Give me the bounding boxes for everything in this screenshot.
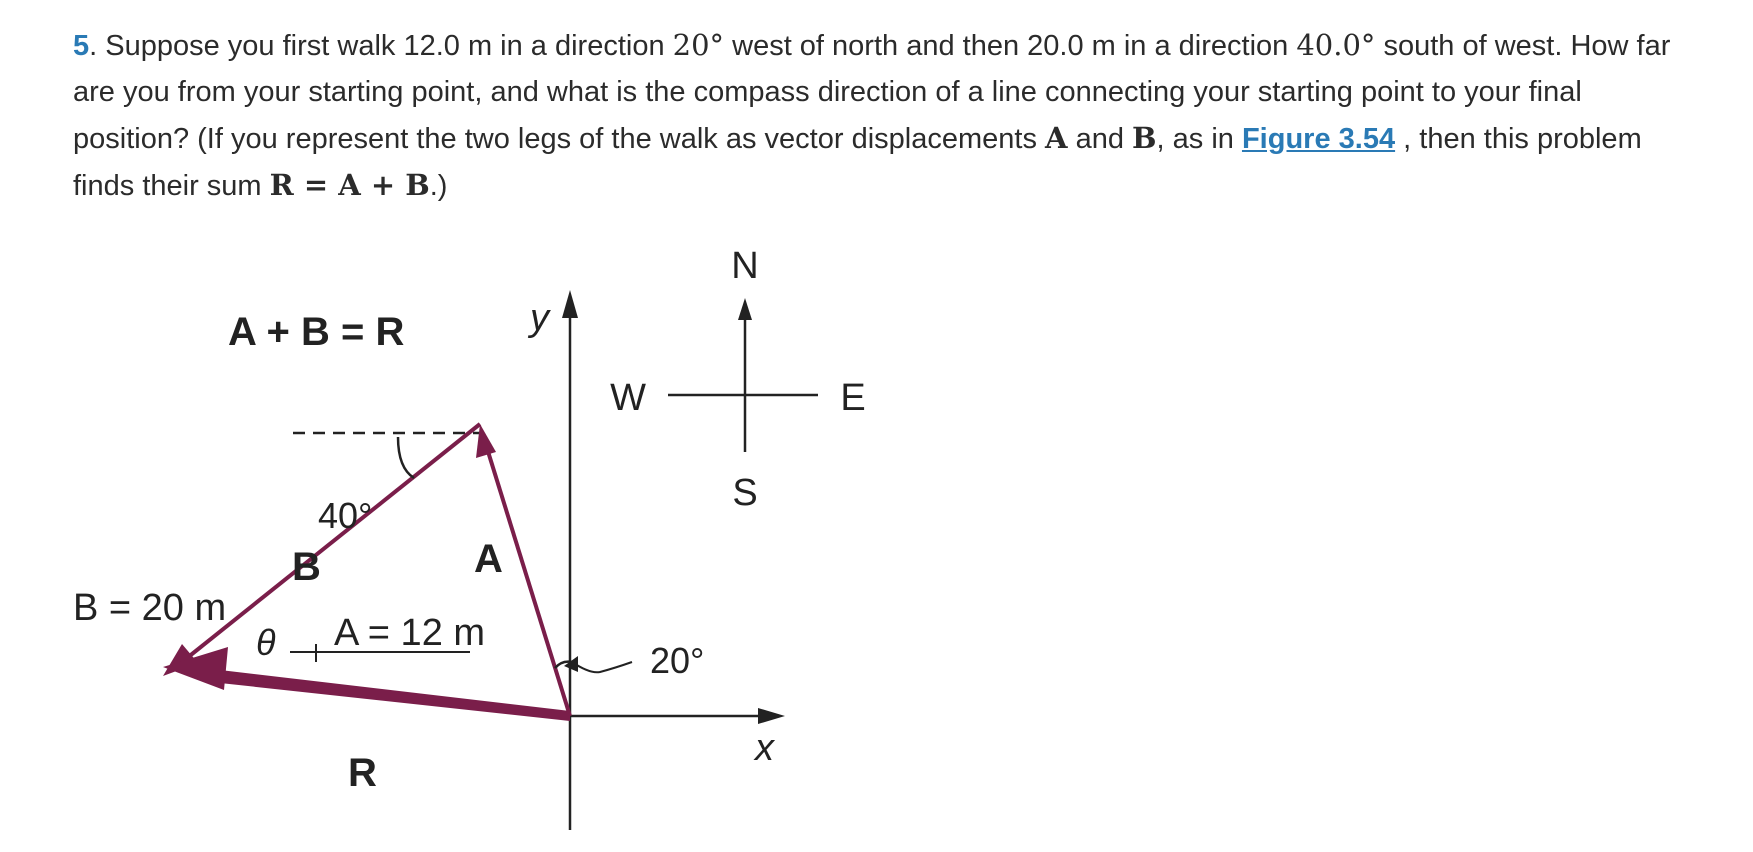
as-in-text: , as in [1156, 123, 1242, 155]
b-magnitude-label: B = 20 m [73, 587, 227, 629]
y-axis-label: y [530, 297, 549, 339]
compass-west-label: W [610, 377, 646, 419]
angle-20-label: 20° [650, 640, 705, 681]
figure-link[interactable]: Figure 3.54 [1241, 123, 1396, 155]
compass-south-label: S [732, 472, 758, 514]
vector-a-inline: A [1045, 121, 1068, 155]
x-axis-label: x [755, 727, 774, 769]
problem-text-part1: . Suppose you first walk 12.0 m in a direction [89, 30, 673, 62]
and-text: and [1067, 123, 1133, 155]
x-axis-arrowhead [758, 708, 785, 724]
vector-b-inline: B [1132, 121, 1157, 155]
sum-equation-inline: R = A + B [269, 168, 430, 202]
angle-40-inline: 40.0° [1296, 28, 1376, 62]
problem-number: 5 [73, 30, 90, 62]
angle-arc-40 [398, 437, 414, 478]
angle-20-pointer-arrow [572, 662, 632, 672]
angle-40-label: 40° [318, 495, 373, 536]
vector-b-label: B [292, 545, 321, 589]
y-axis-arrowhead [562, 290, 578, 318]
a-magnitude-label: A = 12 m [334, 612, 486, 654]
then-text: , then this problem finds their sum [73, 123, 1642, 202]
vector-a-label: A [474, 537, 503, 581]
compass-north-label: N [731, 245, 759, 287]
closing-text: .) [429, 170, 448, 202]
compass-east-label: E [840, 377, 866, 419]
angle-theta-label: θ [256, 622, 276, 663]
vector-a-arrowhead [476, 424, 496, 458]
problem-text-part2: west of north and then 20.0 m in a direction [724, 30, 1297, 62]
vector-diagram [0, 230, 900, 830]
vector-r-label: R [348, 751, 377, 795]
problem-text-part3: south of west. How far are you from your starting point, and what is the compass direction of a line connecting your starting point to your final position? (If you represent the two legs of the walk as vector displacements [73, 30, 1671, 155]
problem-statement [73, 22, 1693, 209]
angle-20-inline: 20° [672, 28, 725, 62]
compass-north-arrowhead [738, 298, 752, 320]
vector-r [220, 670, 570, 721]
figure-equation: A + B = R [228, 310, 405, 354]
